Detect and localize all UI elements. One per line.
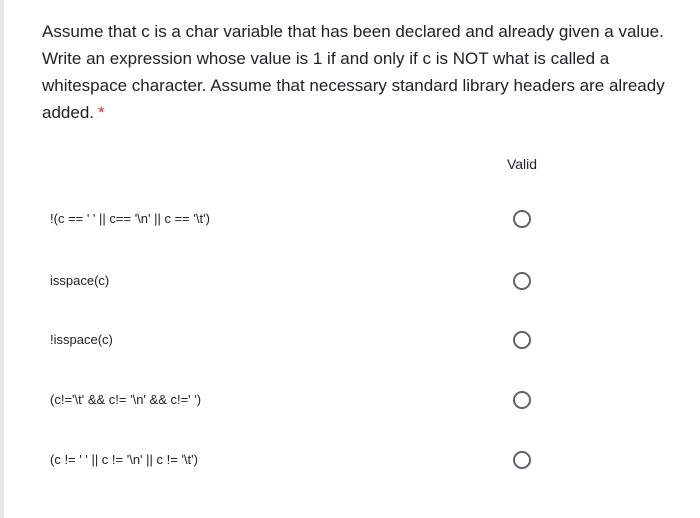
radio-button[interactable] [513,391,531,409]
row-label: !isspace(c) [50,332,113,347]
column-header-valid: Valid [506,156,538,172]
grid-row [42,201,662,241]
radio-button[interactable] [513,272,531,290]
radio-button[interactable] [513,331,531,349]
row-label: (c != ' ' || c != '\n' || c != '\t') [50,452,198,467]
question-text: Assume that c is a char variable that has been declared and already given a value. Write an expression whose value is 1 if and only if c is NOT what is called a whitespace character. Assume that necessary standard library headers are already added. [42,22,665,122]
radio-button[interactable] [513,451,531,469]
grid-row [42,263,662,303]
row-label: (c!='\t' && c!= '\n' && c!=' ') [50,392,202,407]
required-asterisk: * [98,103,105,122]
radio-button[interactable] [513,210,531,228]
question-title [42,18,682,126]
row-label: !(c == ' ' || c== '\n' || c == '\t') [50,211,210,226]
grid-row [42,382,662,422]
grid-row [42,442,662,482]
row-label: isspace(c) [50,273,110,288]
card-left-border [0,0,4,518]
grid-row [42,322,662,362]
